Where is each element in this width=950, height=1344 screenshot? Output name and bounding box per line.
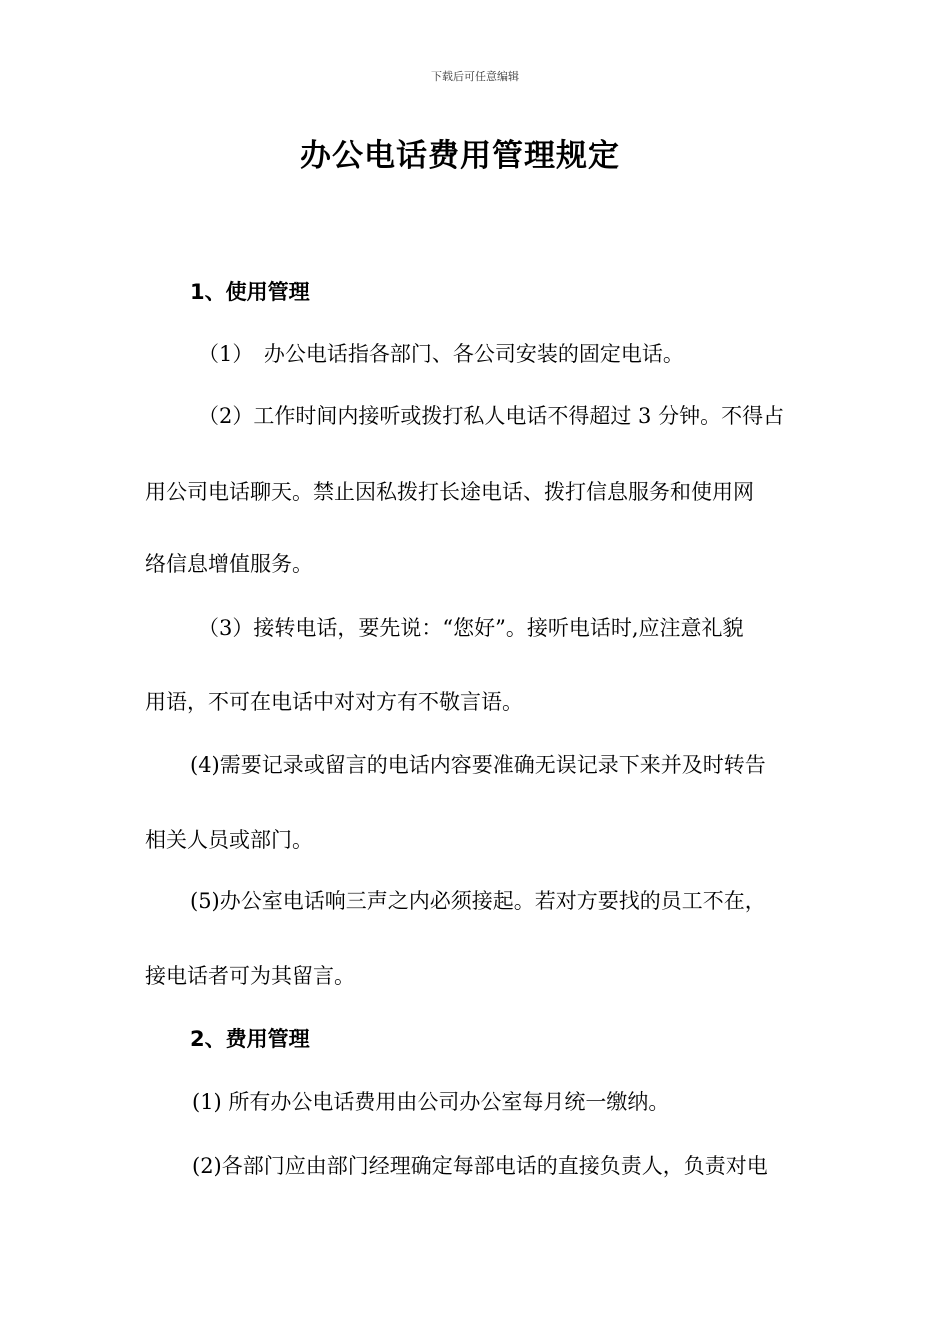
paragraph-line: （3）接转电话，要先说：“您好”。接听电话时,应注意礼貌 [198,616,744,640]
header-note: 下载后可任意编辑 [431,70,519,83]
paragraph-line: （2）工作时间内接听或拨打私人电话不得超过 3 分钟。不得占 [198,404,785,428]
paragraph-line: (4)需要记录或留言的电话内容要准确无误记录下来并及时转告 [190,753,766,777]
paragraph-line: (5)办公室电话响三声之内必须接起。若对方要找的员工不在， [190,889,766,913]
document-title: 办公电话费用管理规定 [300,138,620,174]
paragraph-line: 接电话者可为其留言。 [145,964,355,988]
paragraph-line: 用公司电话聊天。禁止因私拨打长途电话、拨打信息服务和使用网 [145,480,754,504]
paragraph-line: 相关人员或部门。 [145,828,313,852]
section-heading-fees: 2、费用管理 [190,1027,310,1051]
paragraph-line: 用语，不可在电话中对对方有不敬言语。 [145,690,523,714]
paragraph-line: (1) 所有办公电话费用由公司办公室每月统一缴纳。 [192,1090,670,1114]
paragraph-line: 络信息增值服务。 [145,552,313,576]
paragraph-line: （1） 办公电话指各部门、各公司安装的固定电话。 [198,342,684,366]
section-heading-usage: 1、使用管理 [190,280,310,304]
paragraph-line: (2)各部门应由部门经理确定每部电话的直接负责人，负责对电 [192,1154,768,1178]
